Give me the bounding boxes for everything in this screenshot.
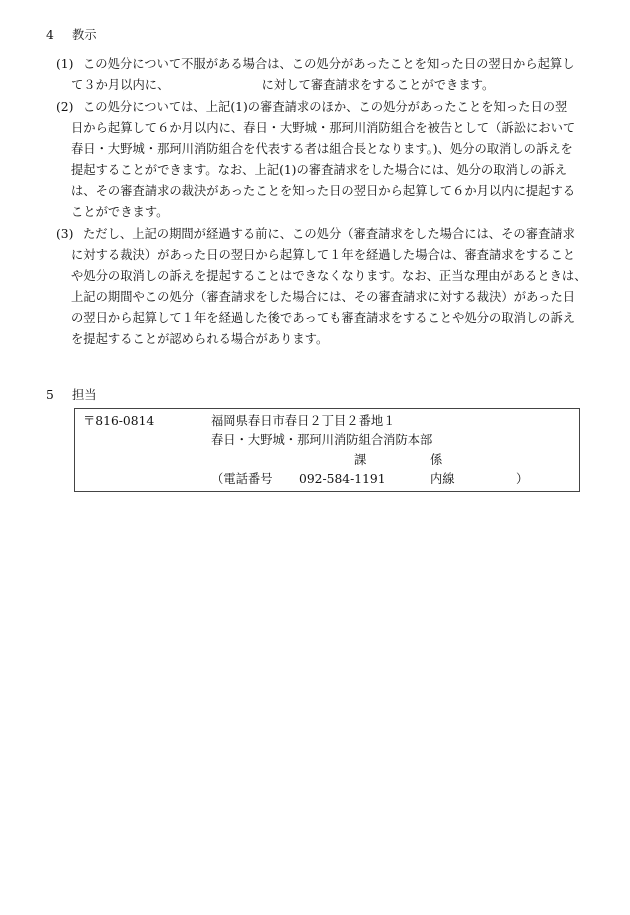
postal-code: 〒816-0814	[83, 414, 155, 428]
section-5-heading	[46, 387, 97, 403]
department-ka: 課	[354, 453, 367, 467]
section-5-title: 担当	[72, 388, 97, 402]
item-3-line: や処分の取消しの訴えを提起することはできなくなります。なお、正当な理由があるときは、	[71, 269, 587, 283]
contact-box	[74, 408, 580, 492]
item-2-line: 日から起算して６か月以内に、春日・大野城・那珂川消防組合を被告として（訴訟において	[71, 121, 576, 135]
section-kakari: 係	[430, 453, 443, 467]
section-4-number: 4	[46, 28, 54, 42]
item-1-label: (1)	[56, 57, 74, 71]
item-2-line: ことができます。	[71, 205, 169, 219]
phone-number: 092-584-1191	[299, 472, 386, 486]
extension-label: 内線	[430, 472, 455, 486]
item-3-line: の翌日から起算して１年を経過した後であっても審査請求をすることや処分の取消しの訴え	[71, 311, 576, 325]
item-3-label: (3)	[56, 227, 74, 241]
item-2-line: は、その審査請求の裁決があったことを知った日の翌日から起算して６か月以内に提起する	[71, 184, 576, 198]
item-3-line: ただし、上記の期間が経過する前に、この処分（審査請求をした場合には、その審査請求	[83, 227, 575, 241]
section-4-title: 教示	[72, 28, 97, 42]
phone-label: （電話番号	[211, 472, 273, 486]
item-2-label: (2)	[56, 100, 74, 114]
item-3-line: に対する裁決）があった日の翌日から起算して１年を経過した場合は、審査請求をすること	[71, 248, 576, 262]
section-5-number: 5	[46, 388, 54, 402]
organization-name: 春日・大野城・那珂川消防組合消防本部	[211, 433, 433, 447]
close-paren: ）	[516, 472, 529, 486]
section-4-heading	[46, 27, 97, 43]
item-1-line: この処分について不服がある場合は、この処分があったことを知った日の翌日から起算し	[83, 57, 575, 71]
item-2-line: 春日・大野城・那珂川消防組合を代表する者は組合長となります。)、処分の取消しの訴えを	[71, 142, 573, 156]
item-1-line: て３か月以内に、 に対して審査請求をすることができます。	[71, 78, 495, 92]
item-2-line: 提起することができます。なお、上記(1)の審査請求をした場合には、処分の取消しの訴え	[71, 163, 568, 177]
item-3-line: を提起することが認められる場合があります。	[71, 332, 329, 346]
item-2-line: この処分については、上記(1)の審査請求のほか、この処分があったことを知った日の翌	[83, 100, 568, 114]
address: 福岡県春日市春日２丁目２番地１	[211, 414, 396, 428]
item-3-line: 上記の期間やこの処分（審査請求をした場合には、その審査請求に対する裁決）があった日	[71, 290, 576, 304]
